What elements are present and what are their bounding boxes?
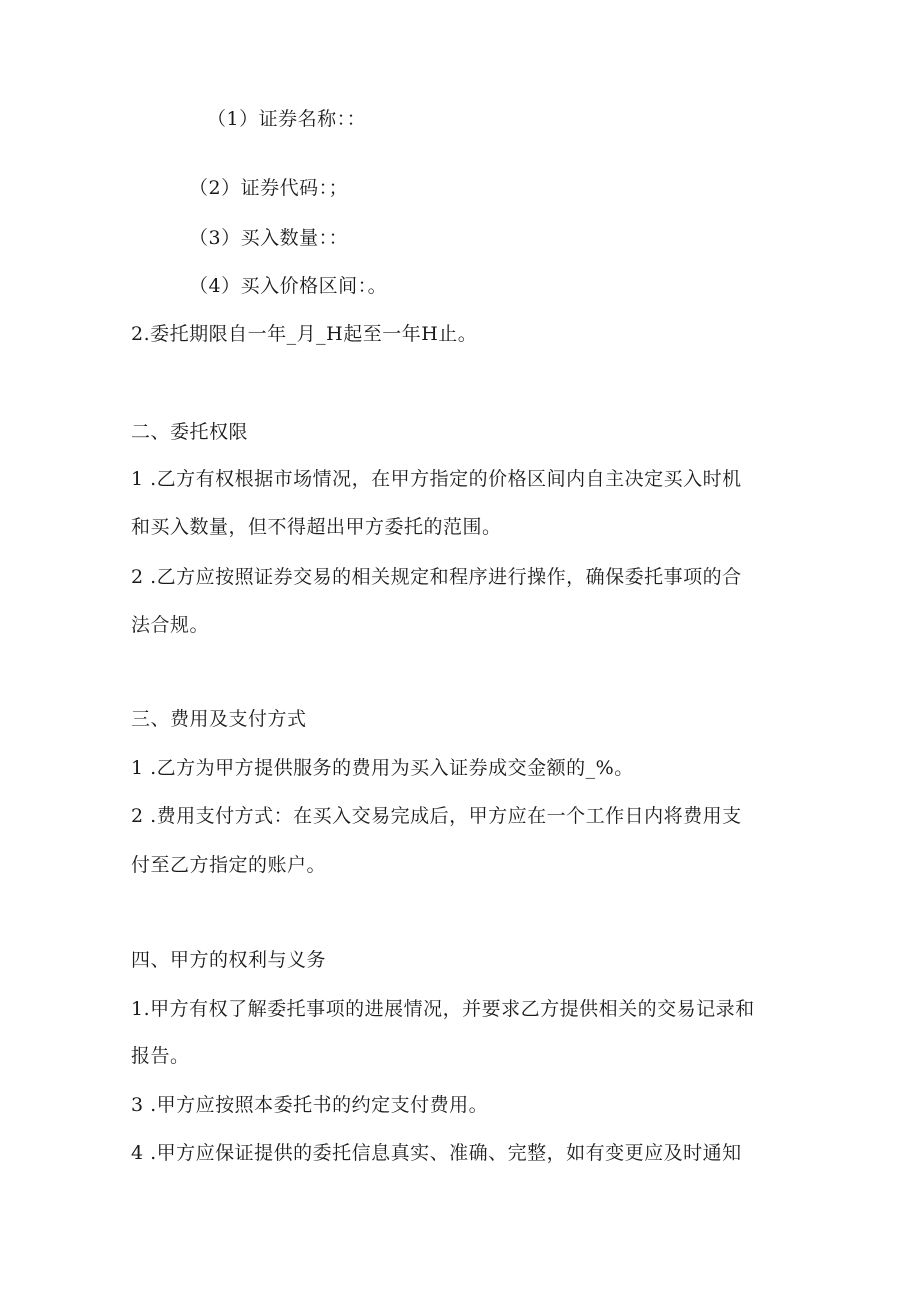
paragraph-line: 2 .费用支付方式：在买入交易完成后，甲方应在一个工作日内将费用支	[131, 805, 742, 827]
paragraph-line: 1.甲方有权了解委托事项的进展情况，并要求乙方提供相关的交易记录和	[131, 998, 755, 1020]
paragraph-line: 1 .乙方有权根据市场情况，在甲方指定的价格区间内自主决定买入时机	[131, 468, 742, 490]
item-price-range: （4）买入价格区间：。	[189, 275, 388, 297]
paragraph-line: 和买入数量，但不得超出甲方委托的范围。	[131, 516, 502, 538]
paragraph-line: 1 .乙方为甲方提供服务的费用为买入证券成交金额的_%。	[131, 757, 634, 779]
item-security-name: （1）证券名称：：	[207, 108, 367, 130]
item-buy-quantity: （3）买入数量：：	[189, 227, 349, 249]
paragraph-line: 3 .甲方应按照本委托书的约定支付费用。	[131, 1094, 489, 1116]
paragraph-line: 法合规。	[131, 614, 210, 636]
item-security-code: （2）证券代码：；	[189, 177, 349, 199]
section-heading-authority: 二、委托权限	[131, 421, 249, 443]
paragraph-line: 4 .甲方应保证提供的委托信息真实、准确、完整，如有变更应及时通知	[131, 1142, 742, 1164]
section-heading-fees: 三、费用及支付方式	[131, 708, 307, 730]
entrust-term: 2.委托期限自一年_月_H起至一年H止。	[131, 323, 478, 345]
paragraph-line: 付至乙方指定的账户。	[131, 854, 327, 876]
paragraph-line: 报告。	[131, 1045, 190, 1067]
paragraph-line: 2 .乙方应按照证券交易的相关规定和程序进行操作，确保委托事项的合	[131, 566, 742, 588]
section-heading-party-a: 四、甲方的权利与义务	[131, 949, 327, 971]
